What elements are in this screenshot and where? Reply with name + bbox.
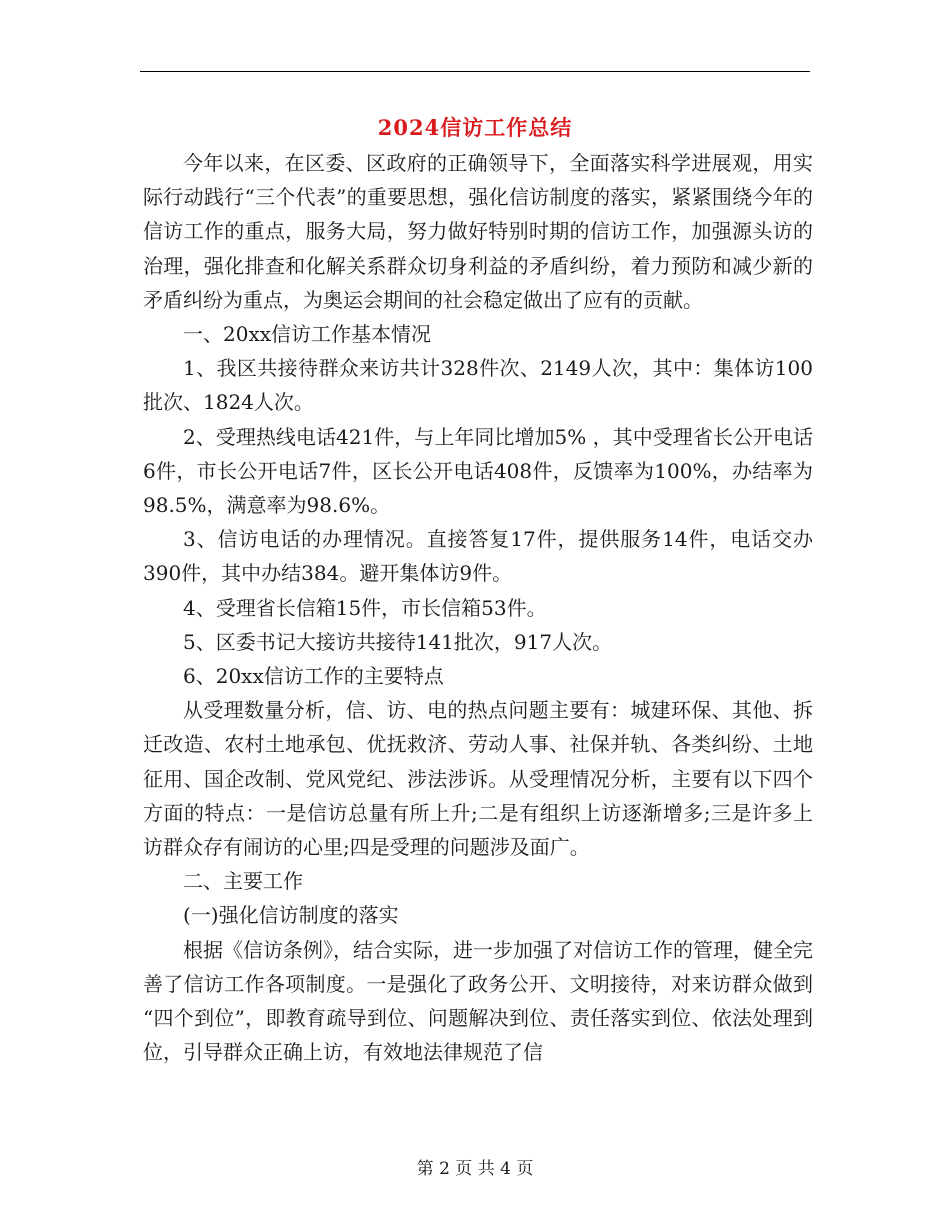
paragraph-item-6: 6、20xx信访工作的主要特点: [183, 664, 444, 689]
header-rule: [140, 71, 810, 72]
paragraph-item-1: 1、我区共接待群众来访共计328件次、2149人次，其中：集体访100批次、1824人次。: [143, 356, 813, 415]
document-body: [143, 146, 813, 1069]
paragraph-analysis: 从受理数量分析，信、访、电的热点问题主要有：城建环保、其他、拆迁改造、农村土地承包、优抚救济、劳动人事、社保并轨、各类纠纷、土地征用、国企改制、党风党纪、涉法涉诉。从受理情况分析，主要有以下四个方面的特点：一是信访总量有所上升;二是有组织上访逐渐增多;三是许多上访群众存有闹访的心里;四是受理的问题涉及面广。: [143, 698, 813, 860]
paragraph-intro: 今年以来，在区委、区政府的正确领导下，全面落实科学进展观，用实际行动践行“三个代表”的重要思想，强化信访制度的落实，紧紧围绕今年的信访工作的重点，服务大局，努力做好特别时期的信访工作，加强源头访的治理，强化排查和化解关系群众切身利益的矛盾纠纷，着力预防和减少新的矛盾纠纷为重点，为奥运会期间的社会稳定做出了应有的贡献。: [143, 151, 813, 312]
document-title: 2024信访工作总结: [377, 115, 573, 140]
paragraph-regulations: 根据《信访条例》，结合实际，进一步加强了对信访工作的管理，健全完善了信访工作各项制度。一是强化了政务公开、文明接待，对来访群众做到 “四个到位”，即教育疏导到位、问题解决到位、责任落实到位、依法处理到位，引导群众正确上访，有效地法律规范了信: [143, 937, 813, 1065]
paragraph-item-2: 2、受理热线电话421件，与上年同比增加5% ，其中受理省长公开电话6件，市长公开电话7件，区长公开电话408件，反馈率为100%，办结率为98.5%，满意率为98.6%。: [143, 424, 813, 518]
subsection-heading-1: (一)强化信访制度的落实: [183, 903, 399, 928]
paragraph-item-3: 3、信访电话的办理情况。直接答复17件，提供服务14件，电话交办390件，其中办结384。避开集体访9件。: [143, 527, 813, 586]
page-number-footer: 第 2 页 共 4 页: [416, 1159, 534, 1179]
section-heading-2: 二、主要工作: [183, 869, 303, 894]
section-heading-1: 一、20xx信访工作基本情况: [183, 322, 432, 347]
paragraph-item-5: 5、区委书记大接访共接待141批次，917人次。: [183, 629, 613, 654]
paragraph-item-4: 4、受理省长信箱15件，市长信箱53件。: [183, 595, 547, 620]
